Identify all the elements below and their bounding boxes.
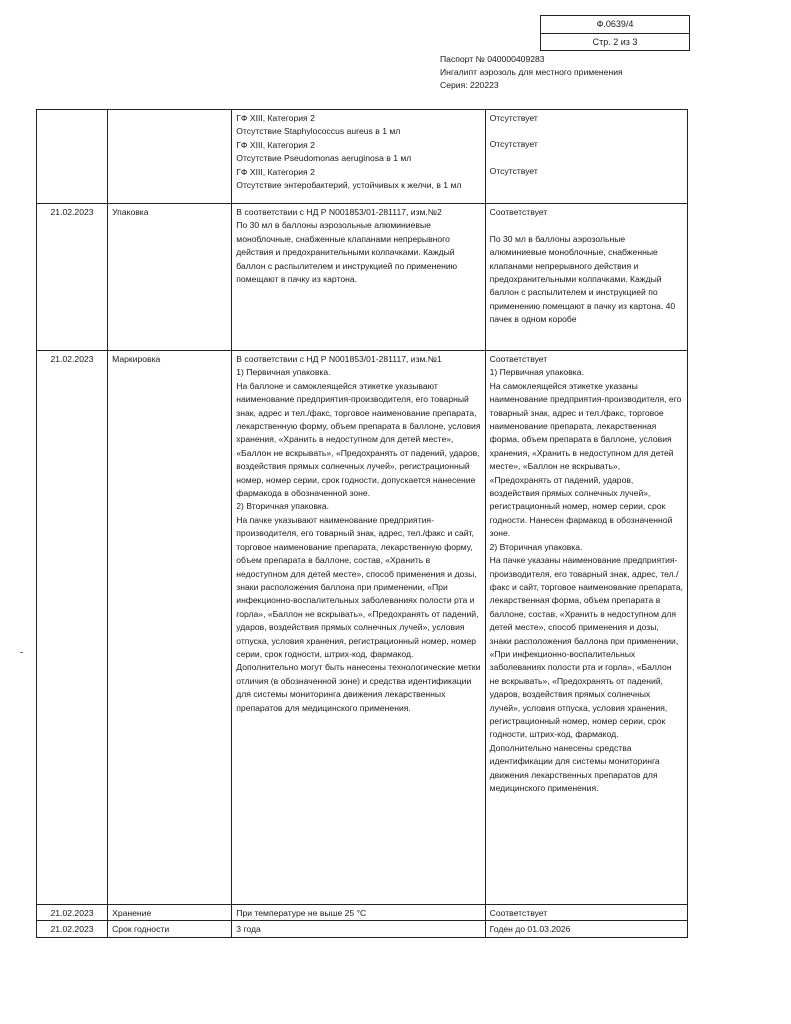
requirement-text: В соответствии с НД Р N001853/01-281117, изм.№1 1) Первичная упаковка. На баллоне и самоклеящейся этикетке указывают наименование предприятия-производителя, его товарный знак, адрес и тел./факс, торговое наименование препарата, лекарственную форму, объем препарата в баллоне, условия хранения, «Хранить в недоступном для детей месте», «Баллон не вскрывать», «Предохранять от падений, ударов, воздействия прямых солнечных лучей», регистрационный номер, номер серии, срок годности, допускается нанесение фармакода в обозначенной зоне. 2) Вторичная упаковка. На пачке указывают наименование предприятия-производителя, его товарный знак, адрес, тел./факс и сайт, торговое наименование препарата, лекарственную форму, объем препарата в баллоне, состав, «Хранить в недоступном для детей месте», способ применения и дозы, знаки расположения баллона при применении, «При инфекционно-воспалительных заболеваниях полости рта и горла», «Баллон не вскрывать», «Предохранять от падений, ударов, воздействия прямых солнечных лучей», условия отпуска, условия хранения, регистрационный номер, номер серии, срок годности, штрих-код, фармакод. Дополнительно могут быть нанесены технологические метки отличия (в обозначенной зоне) и средства идентификации для системы мониторинга движения лекарственных препаратов для медицинского применения.: [236, 354, 481, 713]
scan-mark: [20, 652, 23, 653]
date-cell: 21.02.2023: [37, 204, 108, 351]
result-cell: [485, 351, 687, 905]
requirement-text: ГФ XIII, Категория 2 Отсутствие Staphylococcus aureus в 1 мл: [236, 113, 401, 137]
indicator-cell: Хранение: [108, 905, 232, 921]
quality-table: [36, 109, 688, 938]
date-cell: 21.02.2023: [37, 921, 108, 937]
table-row: [37, 351, 688, 905]
requirement-cell: [232, 204, 485, 351]
indicator-cell: Маркировка: [108, 351, 232, 905]
result-text: Соответствует По 30 мл в баллоны аэрозольные алюминиевые моноблочные, снабженные клапанами непрерывного действия и предохранительными колпачками. Каждый баллон с распылителем и инструкцией по применению помещают в пачку из картона. 40 пачек в одном коробе: [489, 207, 676, 325]
result-text: Отсутствует: [489, 139, 538, 150]
result-cell: Годен до 01.03.2026: [485, 921, 687, 937]
result-cell: [485, 110, 687, 204]
table-row: [37, 204, 688, 351]
series-number: Серия: 220223: [440, 80, 499, 90]
requirement-cell: [232, 351, 485, 905]
result-cell: [485, 204, 687, 351]
requirement-cell: При температуре не выше 25 °С: [232, 905, 485, 921]
indicator-cell: Срок годности: [108, 921, 232, 937]
requirement-cell: 3 года: [232, 921, 485, 937]
requirement-text: ГФ XIII, Категория 2 Отсутствие энтеробактерий, устойчивых к желчи, в 1 мл: [236, 166, 462, 191]
form-code: Ф.0639/4: [541, 16, 689, 34]
date-cell: [37, 110, 108, 204]
requirement-text: В соответствии с НД Р N001853/01-281117, изм.№2 По 30 мл в баллоны аэрозольные алюминиевые моноблочные, снабженные клапанами непрерывного действия и предохранительными колпачками. Каждый баллон с распылителем и инструкцией по применению помещают в пачку из картона.: [236, 207, 458, 285]
form-code-box: [540, 15, 690, 51]
date-cell: 21.02.2023: [37, 351, 108, 905]
product-name: Ингалипт аэрозоль для местного применения: [440, 67, 623, 77]
result-text: Соответствует 1) Первичная упаковка. На самоклеящейся этикетке указаны наименование предприятия-производителя, его товарный знак, адрес и тел./факс, торговое наименование препарата, лекарственная форма, объем препарата в баллоне, условия хранения, «Хранить в недоступном для детей месте», «Баллон не вскрывать», «Предохранять от падений, ударов, воздействия прямых солнечных лучей», регистрационный номер, номер серии, срок годности. Нанесен фармакод в обозначенной зоне. 2) Вторичная упаковка. На пачке указаны наименование предприятия-производителя, его товарный знак, адрес, тел./факс и сайт, торговое наименование препарата, лекарственная форма, объем препарата в баллоне, состав, «Хранить в недоступном для детей месте», способ применения и дозы, знаки расположения баллона при применении, «При инфекционно-воспалительных заболеваниях полости рта и горла», «Баллон не вскрывать», «Предохранять от падений, ударов, воздействия прямых солнечных лучей», условия отпуска, условия хранения, регистрационный номер, номер серии, срок годности, штрих-код, фармакод. Дополнительно нанесены средства идентификации для системы мониторинга движения лекарственных препаратов для медицинского применения.: [489, 354, 683, 793]
result-cell: Соответствует: [485, 905, 687, 921]
passport-header: [440, 53, 623, 92]
indicator-cell: Упаковка: [108, 204, 232, 351]
table-row: [37, 905, 688, 921]
indicator-cell: [108, 110, 232, 204]
requirement-cell: [232, 110, 485, 204]
date-cell: 21.02.2023: [37, 905, 108, 921]
requirement-text: ГФ XIII, Категория 2 Отсутствие Pseudomonas aeruginosa в 1 мл: [236, 139, 412, 164]
result-text: Отсутствует: [489, 165, 538, 176]
result-text: Отсутствует: [489, 113, 538, 123]
table-row: [37, 921, 688, 937]
table-row: [37, 110, 688, 204]
page-number: Стр. 2 из 3: [592, 37, 638, 47]
passport-number: Паспорт № 040000409283: [440, 54, 545, 64]
